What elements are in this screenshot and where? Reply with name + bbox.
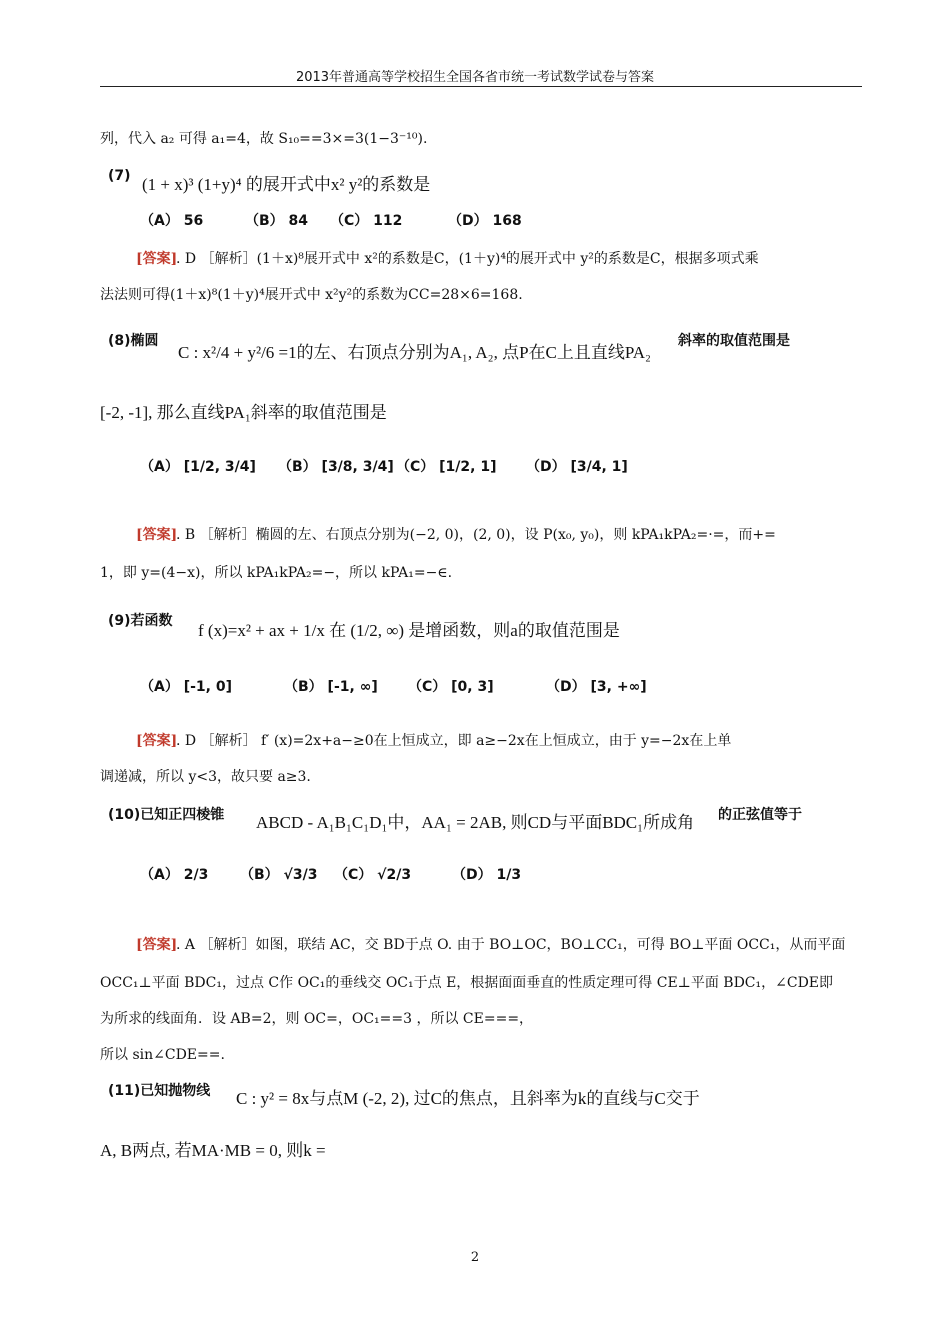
answer-label: [答案] bbox=[136, 527, 178, 543]
question-text: (1 + x)³ (1+y)⁴ 的展开式中x² y²的系数是 bbox=[142, 175, 431, 194]
answer-label: [答案] bbox=[136, 733, 178, 749]
solution-line: . A ［解析］如图，联结 AC，交 BD于点 O. 由于 BO⊥OC，BO⊥CC₁，可得 BO⊥平面 OCC₁，从而平面 bbox=[176, 937, 846, 953]
option-a: （A） [-1, 0] bbox=[140, 679, 232, 695]
answer-label: [答案] bbox=[136, 251, 178, 267]
question-text: [-2, -1], 那么直线PA₁斜率的取值范围是 bbox=[100, 403, 387, 422]
solution-line: . B ［解析］椭圆的左、右顶点分别为(−2, 0)，(2, 0)，设 P(x₀, y₀)，则 kPA₁kPA₂=·=，而+= bbox=[176, 527, 776, 543]
solution-line: 为所求的线面角．设 AB=2，则 OC=，OC₁==3 ，所以 CE===， bbox=[100, 1011, 534, 1027]
page-number: 2 bbox=[470, 1250, 480, 1265]
question-number: (11)已知抛物线 bbox=[108, 1083, 211, 1099]
running-header: 2013年普通高等学校招生全国各省市统一考试数学试卷与答案 bbox=[295, 70, 655, 85]
question-number: (7) bbox=[108, 168, 131, 184]
option-b: （B） [3/8, 3/4] bbox=[278, 459, 394, 475]
question-number: (9)若函数 bbox=[108, 613, 173, 629]
question-text: C : y² = 8x与点M (-2, 2), 过C的焦点，且斜率为k的直线与C交于 bbox=[236, 1089, 700, 1108]
question-text: f (x)=x² + ax + 1/x 在 (1/2, ∞) 是增函数，则a的取值范围是 bbox=[198, 621, 620, 640]
option-a: （A） 56 bbox=[140, 213, 204, 229]
solution-line: 调递减，所以 y<3，故只要 a≥3. bbox=[100, 769, 311, 785]
option-a: （A） 2/3 bbox=[140, 867, 209, 883]
solution-line: . D ［解析］(1＋x)⁸展开式中 x²的系数是C，(1＋y)⁴的展开式中 y²的系数是C，根据多项式乘 bbox=[176, 251, 759, 267]
option-c: （C） [1/2, 1] bbox=[396, 459, 497, 475]
option-b: （B） [-1, ∞] bbox=[284, 679, 378, 695]
question-number: (8)椭圆 bbox=[108, 333, 159, 349]
question-text: 的正弦值等于 bbox=[718, 807, 802, 823]
option-d: （D） 1/3 bbox=[452, 867, 522, 883]
option-c: （C） 112 bbox=[330, 213, 403, 229]
option-c: （C） √2/3 bbox=[334, 867, 412, 883]
solution-line: 法法则可得(1＋x)⁸(1＋y)⁴展开式中 x²y²的系数为CC=28×6=168. bbox=[100, 287, 523, 303]
solution-line: 所以 sin∠CDE==. bbox=[100, 1047, 225, 1063]
solution-line: . D ［解析］ f′ (x)=2x+a−≥0在上恒成立，即 a≥−2x在上恒成立，由于 y=−2x在上单 bbox=[176, 733, 732, 749]
option-a: （A） [1/2, 3/4] bbox=[140, 459, 256, 475]
header-rule bbox=[100, 86, 862, 87]
question-text: C : x²/4 + y²/6 =1的左、右顶点分别为A₁, A₂, 点P在C上且直线PA₂ bbox=[178, 343, 651, 362]
option-d: （D） 168 bbox=[448, 213, 522, 229]
option-d: （D） [3/4, 1] bbox=[526, 459, 628, 475]
option-b: （B） √3/3 bbox=[240, 867, 318, 883]
question-number: (10)已知正四棱锥 bbox=[108, 807, 225, 823]
question-text: A, B两点, 若MA·MB = 0, 则k = bbox=[100, 1141, 326, 1160]
text-line: 列，代入 a₂ 可得 a₁=4，故 S₁₀==3×=3(1−3⁻¹⁰). bbox=[100, 131, 428, 147]
answer-label: [答案] bbox=[136, 937, 178, 953]
question-text: ABCD - A₁B₁C₁D₁中，AA₁ = 2AB, 则CD与平面BDC₁所成角 bbox=[256, 813, 695, 832]
option-b: （B） 84 bbox=[245, 213, 309, 229]
solution-line: OCC₁⊥平面 BDC₁，过点 C作 OC₁的垂线交 OC₁于点 E，根据面面垂直的性质定理可得 CE⊥平面 BDC₁，∠CDE即 bbox=[100, 975, 834, 991]
option-c: （C） [0, 3] bbox=[408, 679, 494, 695]
solution-line: 1，即 y=(4−x)，所以 kPA₁kPA₂=−，所以 kPA₁=−∈. bbox=[100, 565, 453, 581]
question-text: 斜率的取值范围是 bbox=[678, 333, 790, 349]
option-d: （D） [3, +∞] bbox=[546, 679, 647, 695]
